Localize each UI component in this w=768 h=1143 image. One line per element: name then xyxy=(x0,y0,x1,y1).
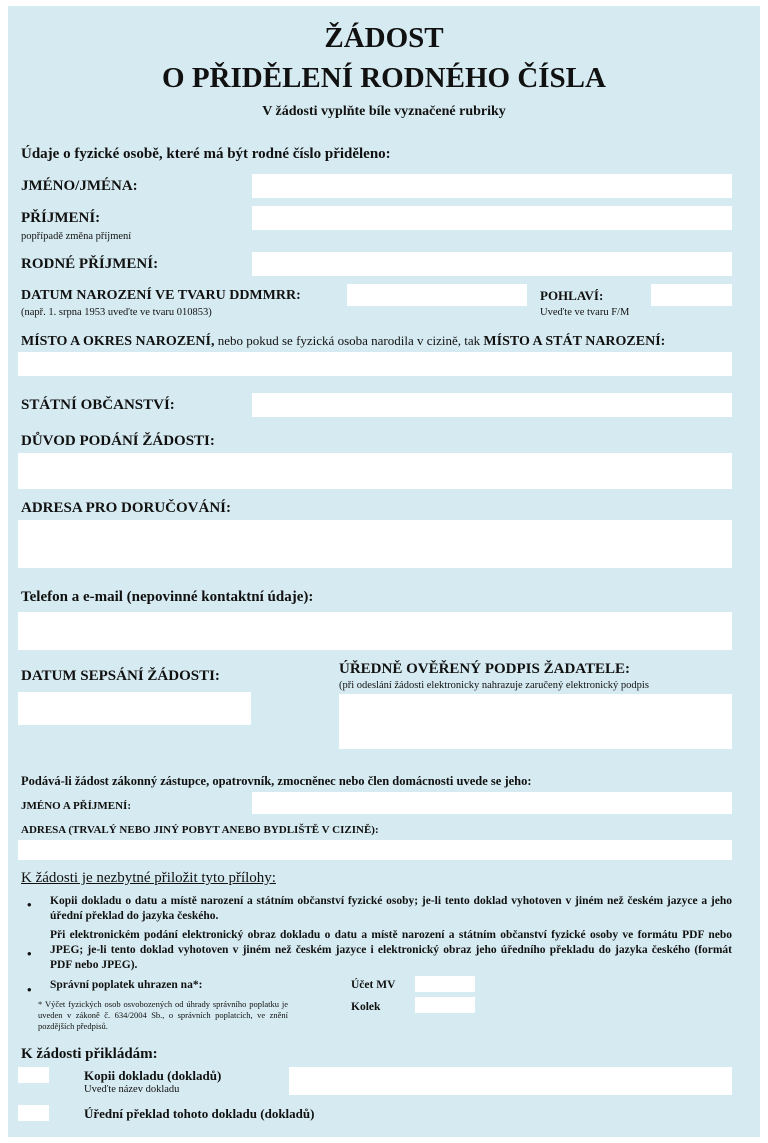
citizenship-field[interactable] xyxy=(252,393,732,417)
translation-checkbox[interactable] xyxy=(18,1105,49,1121)
stamp-label: Kolek xyxy=(351,1001,381,1013)
form-title-line2: O PŘIDĚLENÍ RODNÉHO ČÍSLA xyxy=(162,62,606,94)
copy-note: Uveďte název dokladu xyxy=(84,1084,180,1095)
reason-field[interactable] xyxy=(18,453,732,489)
form-title-line1: ŽÁDOST xyxy=(324,22,444,54)
birthplace-field[interactable] xyxy=(18,352,732,376)
enclosures-heading: K žádosti přikládám: xyxy=(21,1046,158,1062)
rep-address-field[interactable] xyxy=(18,840,732,860)
fee-footnote: * Výčet fyzických osob osvobozených od úhrady správního poplatku je uveden v zákoně č. 634/2004 Sb., o správních poplatcích, ve znění pozdějších předpisů. xyxy=(38,999,288,1031)
surname-field[interactable] xyxy=(252,206,732,230)
birthplace-label-part3: MÍSTO A STÁT NAROZENÍ: xyxy=(483,334,666,349)
account-field[interactable] xyxy=(415,976,475,992)
copy-label: Kopii dokladu (dokladů) xyxy=(84,1068,222,1083)
account-label: Účet MV xyxy=(351,979,396,991)
copy-checkbox[interactable] xyxy=(18,1067,49,1083)
reason-label: DŮVOD PODÁNÍ ŽÁDOSTI: xyxy=(21,433,215,449)
section-person-heading: Údaje o fyzické osobě, které má být rodné číslo přiděleno: xyxy=(21,146,391,162)
form-subtitle: V žádosti vyplňte bíle vyznačené rubriky xyxy=(262,104,506,119)
rep-name-label: JMÉNO A PŘÍJMENÍ: xyxy=(21,800,131,812)
birth-surname-label: RODNÉ PŘÍJMENÍ: xyxy=(21,256,159,272)
bullet-marker: • xyxy=(27,946,32,961)
address-field[interactable] xyxy=(18,520,732,568)
rep-name-field[interactable] xyxy=(252,792,732,814)
signature-note: (při odeslání žádosti elektronicky nahrazuje zaručený elektronický podpis xyxy=(339,680,649,691)
contact-field[interactable] xyxy=(18,612,732,650)
signature-label: ÚŘEDNĚ OVĚŘENÝ PODPIS ŽADATELE: xyxy=(339,661,631,677)
translation-label: Úřední překlad tohoto dokladu (dokladů) xyxy=(84,1106,315,1121)
birth-date-field[interactable] xyxy=(347,284,527,306)
representative-intro: Podává-li žádost zákonný zástupce, opatrovník, zmocněnec nebo člen domácnosti uvede se jeho: xyxy=(21,774,532,788)
sex-label: POHLAVÍ: xyxy=(540,288,604,303)
fee-label: Správní poplatek uhrazen na*: xyxy=(50,979,203,991)
birthplace-label-part1: MÍSTO A OKRES NAROZENÍ, xyxy=(21,334,215,349)
attachments-heading: K žádosti je nezbytné přiložit tyto přílohy: xyxy=(21,870,276,886)
birth-surname-field[interactable] xyxy=(252,252,732,276)
contact-label: Telefon a e-mail (nepovinné kontaktní údaje): xyxy=(21,589,314,605)
surname-label: PŘÍJMENÍ: xyxy=(21,210,101,226)
bullet-marker: • xyxy=(27,982,32,997)
date-field[interactable] xyxy=(18,692,251,725)
date-label: DATUM SEPSÁNÍ ŽÁDOSTI: xyxy=(21,668,220,684)
birth-date-note: (např. 1. srpna 1953 uveďte ve tvaru 010853) xyxy=(21,307,212,318)
sex-field[interactable] xyxy=(651,284,732,306)
birthplace-label-part2: nebo pokud se fyzická osoba narodila v cizině, tak xyxy=(214,333,484,348)
stamp-field[interactable] xyxy=(415,997,475,1013)
citizenship-label: STÁTNÍ OBČANSTVÍ: xyxy=(21,397,175,413)
form-page xyxy=(8,6,760,1137)
address-label: ADRESA PRO DORUČOVÁNÍ: xyxy=(21,500,232,516)
signature-field[interactable] xyxy=(339,694,732,749)
sex-note: Uveďte ve tvaru F/M xyxy=(540,307,630,318)
birthplace-label xyxy=(21,333,665,350)
birth-date-label: DATUM NAROZENÍ VE TVARU DDMMRR: xyxy=(21,288,301,303)
attachment-item2: Při elektronickém podání elektronický obraz dokladu o datu a místě narození a státním občanství fyzické osoby ve formátu PDF nebo JPEG; je-li tento doklad vyhotoven v jiném než českém jazyce i elektronický obraz jeho úředního překladu do jazyka českého (formát PDF nebo JPEG). xyxy=(50,929,732,971)
bullet-marker: • xyxy=(27,897,32,912)
rep-address-label: ADRESA (TRVALÝ NEBO JINÝ POBYT ANEBO BYDLIŠTĚ V CIZINĚ): xyxy=(21,824,379,836)
attachment-item1: Kopii dokladu o datu a místě narození a státním občanství fyzické osoby; je-li tento doklad vyhotoven v jiném než českém jazyce a jeho úřední překlad do jazyka českého. xyxy=(50,895,732,922)
copy-name-field[interactable] xyxy=(289,1067,732,1095)
surname-note: popřípadě změna příjmení xyxy=(21,231,132,242)
first-name-field[interactable] xyxy=(252,174,732,198)
first-name-label: JMÉNO/JMÉNA: xyxy=(21,178,138,194)
